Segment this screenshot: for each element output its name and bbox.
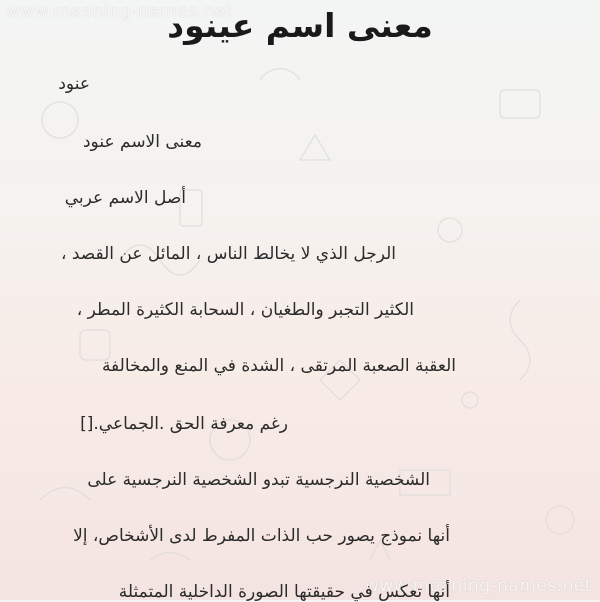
text-line-8: الشخصية النرجسية تبدو الشخصية النرجسية على bbox=[87, 470, 430, 490]
text-line-4: الرجل الذي لا يخالط الناس ، المائل عن القصد ، bbox=[60, 244, 396, 264]
text-line-6: العقبة الصعبة المرتقى ، الشدة في المنع والمخالفة bbox=[101, 356, 456, 376]
text-line-2: معنى الاسم عنود bbox=[82, 132, 202, 152]
page-title: معنى اسم عينود bbox=[167, 6, 433, 45]
text-line-3: أصل الاسم عربي bbox=[64, 188, 186, 208]
text-line-7: رغم معرفة الحق .الجماعي.[] bbox=[80, 414, 288, 434]
text-line-1: عنود bbox=[58, 74, 90, 94]
text-line-5: الكثير التجبر والطغيان ، السحابة الكثيرة المطر ، bbox=[76, 300, 414, 320]
watermark-bottom: www.meaning-names.net bbox=[364, 576, 592, 596]
watermark-top: www.meaning-names.net bbox=[6, 2, 234, 22]
text-line-10: أنها تعكس في حقيقتها الصورة الداخلية المتمثلة bbox=[118, 582, 450, 602]
text-line-9: أنها نموذج يصور حب الذات المفرط لدى الأشخاص، إلا bbox=[73, 526, 450, 546]
